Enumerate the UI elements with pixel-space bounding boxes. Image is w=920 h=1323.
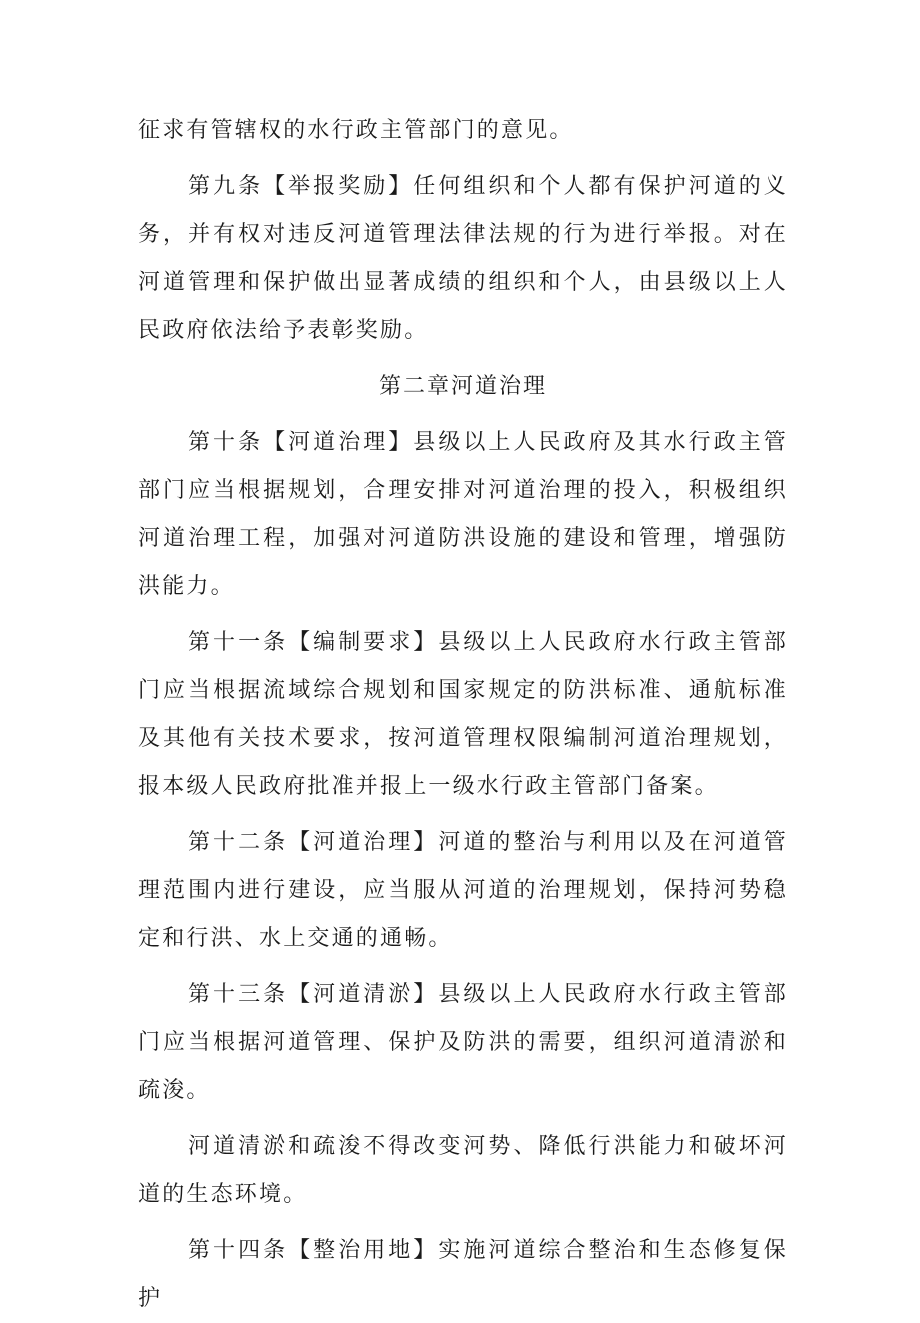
article-13-subparagraph: 河道清淤和疏浚不得改变河势、降低行洪能力和破坏河道的生态环境。 <box>138 1134 788 1207</box>
paragraph-continuation: 征求有管辖权的水行政主管部门的意见。 <box>138 118 574 143</box>
article-11-paragraph: 第十一条【编制要求】县级以上人民政府水行政主管部门应当根据流域综合规划和国家规定的防洪标准、通航标准及其他有关技术要求，按河道管理权限编制河道治理规划，报本级人民政府批准并报上一级水行政主管部门备案。 <box>138 630 788 799</box>
article-10-paragraph: 第十条【河道治理】县级以上人民政府及其水行政主管部门应当根据规划，合理安排对河道治理的投入，积极组织河道治理工程，加强对河道防洪设施的建设和管理，增强防洪能力。 <box>138 430 788 599</box>
article-14-paragraph: 第十四条【整治用地】实施河道综合整治和生态修复保护 <box>138 1238 788 1311</box>
article-12-paragraph: 第十二条【河道治理】河道的整治与利用以及在河道管理范围内进行建设，应当服从河道的治理规划，保持河势稳定和行洪、水上交通的通畅。 <box>138 830 788 951</box>
chapter-heading: 第二章河道治理 <box>378 374 547 399</box>
article-13-paragraph: 第十三条【河道清淤】县级以上人民政府水行政主管部门应当根据河道管理、保护及防洪的需要，组织河道清淤和疏浚。 <box>138 982 788 1103</box>
document-body <box>138 107 788 1323</box>
article-9-paragraph: 第九条【举报奖励】任何组织和个人都有保护河道的义务，并有权对违反河道管理法律法规的行为进行举报。对在河道管理和保护做出显著成绩的组织和个人，由县级以上人民政府依法给予表彰奖励。 <box>138 174 788 343</box>
